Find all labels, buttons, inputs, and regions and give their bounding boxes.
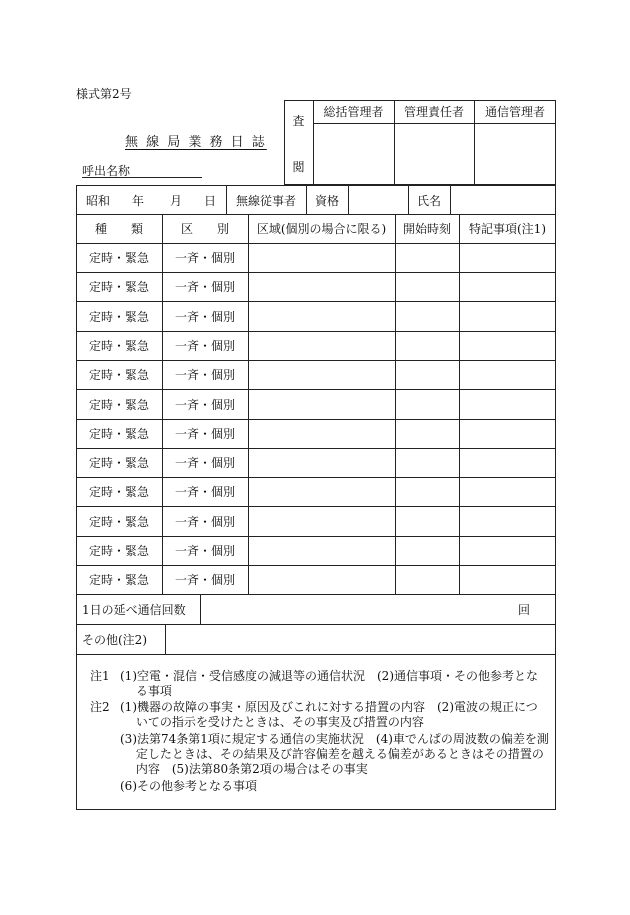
callsign-label: 呼出名称 xyxy=(82,164,131,178)
other-field[interactable] xyxy=(166,625,555,653)
form-number: 様式第2号 xyxy=(76,87,132,101)
note2-line: (3)法第74条第1項に規定する通信の実施状況 (4)車でんぱの周波数の偏差を測 xyxy=(120,732,549,746)
row-type[interactable]: 定時・緊急 xyxy=(88,309,149,324)
row-type[interactable]: 定時・緊急 xyxy=(88,485,149,499)
row-type[interactable]: 定時・緊急 xyxy=(88,544,149,558)
row-type[interactable]: 定時・緊急 xyxy=(88,397,149,412)
row-division[interactable]: 一斉・個別 xyxy=(174,339,235,353)
row-division[interactable]: 一斉・個別 xyxy=(174,368,235,382)
row-type[interactable]: 定時・緊急 xyxy=(88,368,149,382)
row-division[interactable]: 一斉・個別 xyxy=(174,397,235,412)
review-char-1: 査 xyxy=(292,113,305,128)
row-type[interactable]: 定時・緊急 xyxy=(88,456,149,470)
date-month: 月 xyxy=(169,193,182,208)
review-header-management: 管理責任者 xyxy=(403,105,464,119)
other-label: その他(注2) xyxy=(82,632,147,647)
note1-label: 注1 xyxy=(90,669,110,683)
review-header-communication: 通信管理者 xyxy=(484,105,545,119)
note2-line: (6)その他参考となる事項 xyxy=(120,779,257,793)
name-label: 氏名 xyxy=(416,193,441,208)
column-header-remarks: 特記事項(注1) xyxy=(469,222,546,236)
row-type[interactable]: 定時・緊急 xyxy=(88,514,149,529)
note2-label: 注2 xyxy=(90,700,110,714)
qualification-label: 資格 xyxy=(314,193,339,208)
row-division[interactable]: 一斉・個別 xyxy=(174,485,235,499)
review-signature-general[interactable] xyxy=(314,124,393,184)
note2-line: (1)機器の故障の事実・原因及びこれに対する措置の内容 (2)電波の規正につ xyxy=(120,700,538,714)
row-division[interactable]: 一斉・個別 xyxy=(174,514,235,529)
page-title: 無 線 局 業 務 日 誌 xyxy=(125,135,267,150)
row-type[interactable]: 定時・緊急 xyxy=(88,251,149,265)
operator-label: 無線従事者 xyxy=(235,193,296,208)
column-header-type: 種 類 xyxy=(94,222,143,236)
note2-line: 内容 (5)法第80条第2項の場合はその事実 xyxy=(120,762,368,776)
qualification-field[interactable] xyxy=(349,186,407,214)
note1-line: る事項 xyxy=(120,684,172,698)
column-header-area: 区域(個別の場合に限る) xyxy=(256,222,387,236)
review-header-general: 総括管理者 xyxy=(323,105,384,119)
review-signature-management[interactable] xyxy=(395,124,473,184)
daily-count-label: 1日の延べ通信回数 xyxy=(82,602,186,617)
row-division[interactable]: 一斉・個別 xyxy=(174,280,235,294)
note2-line: 定したときは、その結果及び許容偏差を越える偏差があるときはその措置の xyxy=(120,747,544,761)
row-type[interactable]: 定時・緊急 xyxy=(88,573,149,587)
row-division[interactable]: 一斉・個別 xyxy=(174,544,235,558)
row-division[interactable]: 一斉・個別 xyxy=(174,456,235,470)
row-division[interactable]: 一斉・個別 xyxy=(174,573,235,587)
name-field[interactable] xyxy=(451,186,555,214)
row-type[interactable]: 定時・緊急 xyxy=(88,280,149,294)
column-header-start-time: 開始時刻 xyxy=(402,222,451,236)
column-header-division: 区 別 xyxy=(180,222,229,236)
count-unit: 回 xyxy=(517,602,530,617)
row-division[interactable]: 一斉・個別 xyxy=(174,251,235,265)
note2-line: いての指示を受けたときは、その事実及び措置の内容 xyxy=(120,715,424,729)
row-division[interactable]: 一斉・個別 xyxy=(174,427,235,441)
row-type[interactable]: 定時・緊急 xyxy=(88,339,149,353)
date-era: 昭和 xyxy=(85,193,110,208)
callsign-underline xyxy=(82,177,202,178)
daily-count-field[interactable] xyxy=(201,595,511,623)
review-char-2: 閲 xyxy=(292,159,305,174)
date-year: 年 xyxy=(131,193,144,208)
row-type[interactable]: 定時・緊急 xyxy=(88,427,149,441)
date-day: 日 xyxy=(203,193,216,208)
review-signature-communication[interactable] xyxy=(475,124,555,184)
note1-line: (1)空電・混信・受信感度の減退等の通信状況 (2)通信事項・その他参考とな xyxy=(120,669,538,683)
row-division[interactable]: 一斉・個別 xyxy=(174,309,235,324)
